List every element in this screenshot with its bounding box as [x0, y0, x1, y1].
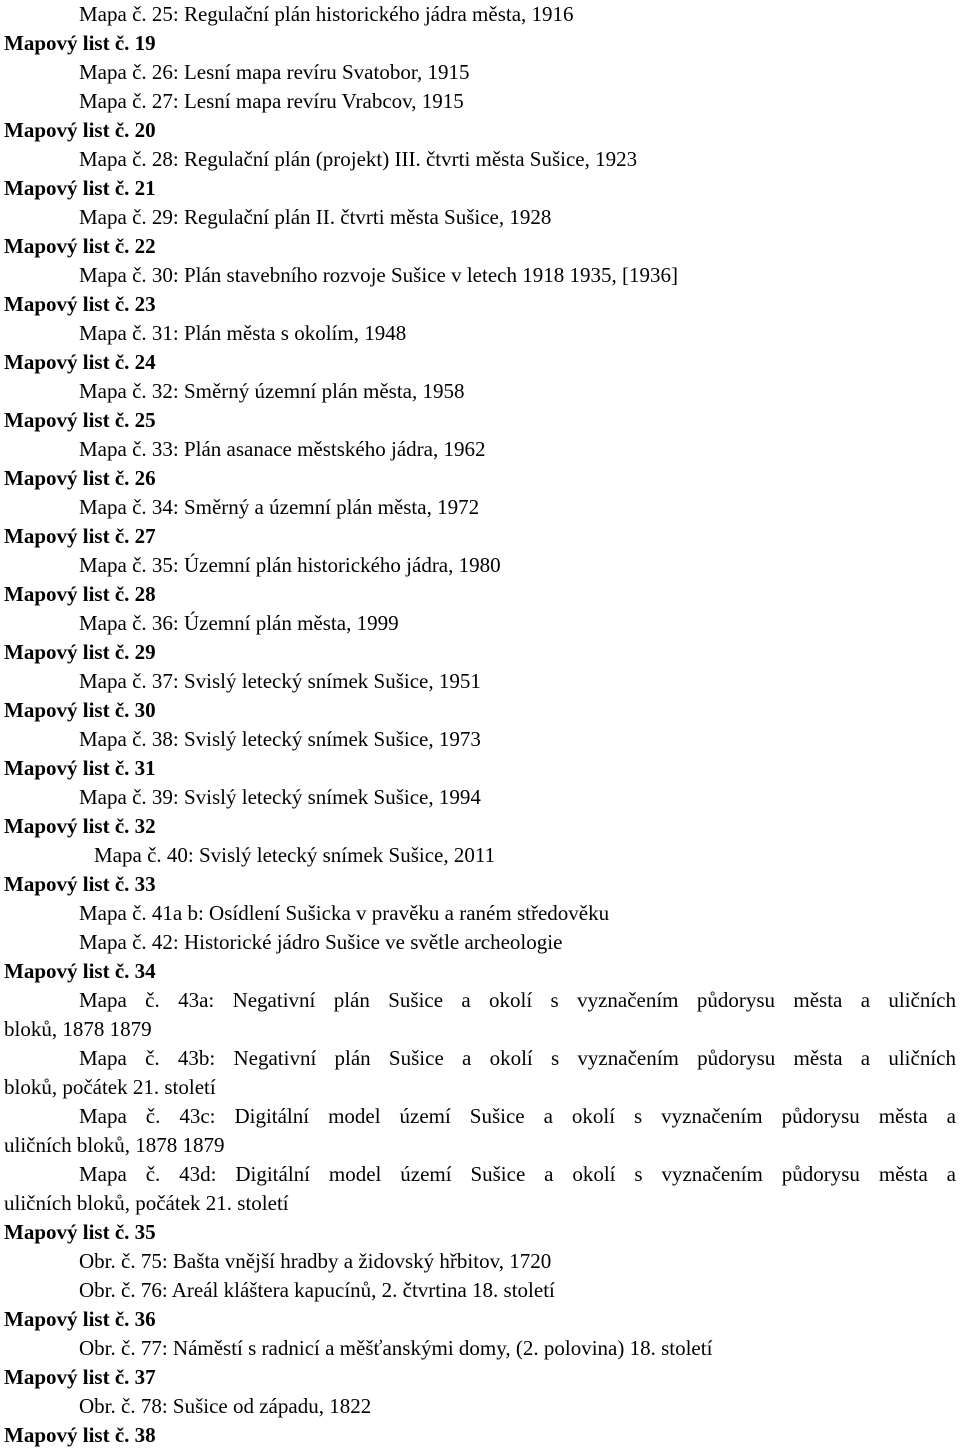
map-sheet-heading: Mapový list č. 33	[4, 872, 156, 896]
map-entry: Mapa č. 32: Směrný územní plán města, 1958	[79, 379, 465, 403]
map-entry: Mapa č. 30: Plán stavebního rozvoje Sušice v letech 1918 1935, [1936]	[79, 263, 678, 287]
map-entry: Mapa č. 33: Plán asanace městského jádra, 1962	[79, 437, 486, 461]
map-entry: Obr. č. 78: Sušice od západu, 1822	[79, 1394, 372, 1418]
map-sheet-heading: Mapový list č. 21	[4, 176, 156, 200]
map-sheet-heading: Mapový list č. 25	[4, 408, 156, 432]
map-entry: Mapa č. 42: Historické jádro Sušice ve světle archeologie	[79, 930, 563, 954]
map-sheet-heading: Mapový list č. 19	[4, 31, 156, 55]
map-sheet-heading: Mapový list č. 20	[4, 118, 156, 142]
map-sheet-heading: Mapový list č. 36	[4, 1307, 156, 1331]
map-entry: Mapa č. 41a b: Osídlení Sušicka v pravěku a raném středověku	[79, 901, 610, 925]
map-sheet-heading: Mapový list č. 26	[4, 466, 156, 490]
map-entry: Obr. č. 76: Areál kláštera kapucínů, 2. čtvrtina 18. století	[79, 1278, 555, 1302]
map-sheet-heading: Mapový list č. 31	[4, 756, 156, 780]
map-entry-continuation: bloků, 1878 1879	[4, 1017, 152, 1041]
map-sheet-heading: Mapový list č. 24	[4, 350, 156, 374]
map-entry: Mapa č. 43a: Negativní plán Sušice a okolí s vyznačením půdorysu města a uličních	[79, 988, 956, 1012]
map-entry: Mapa č. 27: Lesní mapa revíru Vrabcov, 1915	[79, 89, 464, 113]
map-entry: Mapa č. 35: Územní plán historického jádra, 1980	[79, 553, 501, 577]
map-entry: Mapa č. 31: Plán města s okolím, 1948	[79, 321, 407, 345]
map-entry: Mapa č. 26: Lesní mapa revíru Svatobor, 1915	[79, 60, 470, 84]
map-entry: Obr. č. 77: Náměstí s radnicí a měšťanskými domy, (2. polovina) 18. století	[79, 1336, 713, 1360]
map-entry: Mapa č. 25: Regulační plán historického jádra města, 1916	[79, 2, 574, 26]
map-entry-continuation: bloků, počátek 21. století	[4, 1075, 216, 1099]
map-sheet-heading: Mapový list č. 28	[4, 582, 156, 606]
map-entry: Mapa č. 28: Regulační plán (projekt) III. čtvrti města Sušice, 1923	[79, 147, 638, 171]
map-entry: Mapa č. 29: Regulační plán II. čtvrti města Sušice, 1928	[79, 205, 552, 229]
map-entry: Mapa č. 36: Územní plán města, 1999	[79, 611, 399, 635]
map-entry: Mapa č. 40: Svislý letecký snímek Sušice, 2011	[94, 843, 496, 867]
map-entry: Mapa č. 43d: Digitální model území Sušice a okolí s vyznačením půdorysu města a	[79, 1162, 956, 1186]
map-entry: Obr. č. 75: Bašta vnější hradby a židovský hřbitov, 1720	[79, 1249, 552, 1273]
map-sheet-heading: Mapový list č. 32	[4, 814, 156, 838]
map-sheet-heading: Mapový list č. 22	[4, 234, 156, 258]
map-entry-continuation: uličních bloků, počátek 21. století	[4, 1191, 289, 1215]
map-entry: Mapa č. 39: Svislý letecký snímek Sušice, 1994	[79, 785, 481, 809]
map-sheet-heading: Mapový list č. 23	[4, 292, 156, 316]
map-sheet-heading: Mapový list č. 27	[4, 524, 156, 548]
map-entry: Mapa č. 34: Směrný a územní plán města, 1972	[79, 495, 480, 519]
map-entry: Mapa č. 37: Svislý letecký snímek Sušice, 1951	[79, 669, 481, 693]
map-sheet-heading: Mapový list č. 30	[4, 698, 156, 722]
map-sheet-heading: Mapový list č. 29	[4, 640, 156, 664]
map-sheet-heading: Mapový list č. 37	[4, 1365, 156, 1389]
map-entry: Mapa č. 43c: Digitální model území Sušice a okolí s vyznačením půdorysu města a	[79, 1104, 956, 1128]
map-sheet-heading: Mapový list č. 35	[4, 1220, 156, 1244]
map-sheet-heading: Mapový list č. 38	[4, 1423, 156, 1447]
document-page	[4, 0, 956, 1450]
map-sheet-heading: Mapový list č. 34	[4, 959, 156, 983]
map-entry: Mapa č. 38: Svislý letecký snímek Sušice, 1973	[79, 727, 481, 751]
map-entry: Mapa č. 43b: Negativní plán Sušice a okolí s vyznačením půdorysu města a uličních	[79, 1046, 956, 1070]
map-entry-continuation: uličních bloků, 1878 1879	[4, 1133, 225, 1157]
